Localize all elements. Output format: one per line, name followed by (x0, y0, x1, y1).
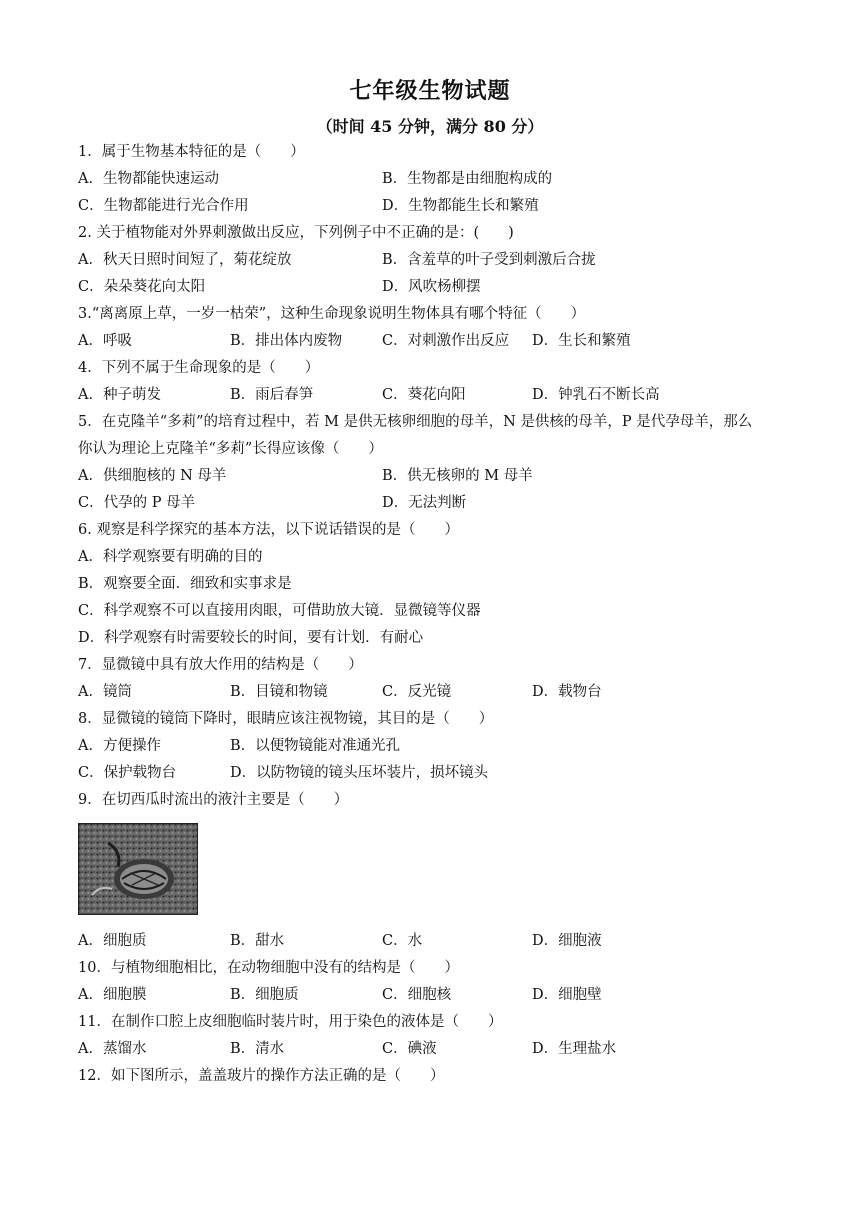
question-3-option-b: B．排出体内废物 (230, 333, 343, 349)
question-3-option-c: C．对刺激作出反应 (382, 333, 510, 349)
question-6-option-a: A．科学观察要有明确的目的 (78, 549, 263, 565)
page-title: 七年级生物试题 (349, 78, 511, 104)
question-3-option-d: D．生长和繁殖 (532, 333, 631, 349)
question-2-stem: 2. 关于植物能对外界刺激做出反应，下列例子中不正确的是：( ) (78, 225, 514, 241)
question-3-option-a: A．呼吸 (78, 333, 132, 349)
question-4-option-b: B．雨后春笋 (230, 387, 314, 403)
question-9-option-b: B．甜水 (230, 933, 285, 949)
question-10-option-a: A．细胞膜 (78, 987, 147, 1003)
question-12-stem: 12．如下图所示，盖盖玻片的操作方法正确的是（ ） (78, 1068, 445, 1084)
watermelon-photo (78, 823, 198, 915)
question-2-option-b: B．含羞草的叶子受到刺激后合拢 (382, 252, 596, 268)
question-9-option-d: D．细胞液 (532, 933, 602, 949)
question-2-option-a: A．秋天日照时间短了，菊花绽放 (78, 252, 292, 268)
question-2-option-c: C．朵朵葵花向太阳 (78, 279, 206, 295)
question-7-option-b: B．目镜和物镜 (230, 684, 328, 700)
question-5-option-b: B．供无核卵的 M 母羊 (382, 468, 533, 484)
question-1-option-a: A．生物都能快速运动 (78, 171, 219, 187)
question-3-stem: 3.“离离原上草，一岁一枯荣”，这种生命现象说明生物体具有哪个特征（ ） (78, 306, 586, 322)
page-subtitle: （时间 45 分钟，满分 80 分） (316, 117, 544, 136)
question-6-option-b: B．观察要全面．细致和实事求是 (78, 576, 292, 592)
question-6-option-c: C．科学观察不可以直接用肉眼，可借助放大镜．显微镜等仪器 (78, 603, 481, 619)
question-1-option-d: D．生物都能生长和繁殖 (382, 198, 539, 214)
question-8-option-a: A．方便操作 (78, 738, 161, 754)
question-9-stem: 9．在切西瓜时流出的液汁主要是（ ） (78, 792, 349, 808)
question-4-option-c: C．葵花向阳 (382, 387, 466, 403)
question-11-option-b: B．清水 (230, 1041, 285, 1057)
question-4-stem: 4．下列不属于生命现象的是（ ） (78, 360, 320, 376)
question-9-option-c: C．水 (382, 933, 423, 949)
question-1-option-b: B．生物都是由细胞构成的 (382, 171, 553, 187)
question-1-option-c: C．生物都能进行光合作用 (78, 198, 249, 214)
question-7-option-a: A．镜筒 (78, 684, 132, 700)
question-4-option-d: D．钟乳石不断长高 (532, 387, 660, 403)
question-10-option-b: B．细胞质 (230, 987, 299, 1003)
question-5-option-a: A．供细胞核的 N 母羊 (78, 468, 227, 484)
question-1-stem: 1．属于生物基本特征的是（ ） (78, 144, 305, 160)
question-7-option-c: C．反光镜 (382, 684, 452, 700)
question-8-stem: 8．显微镜的镜筒下降时，眼睛应该注视物镜，其目的是（ ） (78, 711, 494, 727)
question-8-option-d: D．以防物镜的镜头压坏装片，损坏镜头 (230, 765, 489, 781)
question-10-option-c: C．细胞核 (382, 987, 452, 1003)
question-9-option-a: A．细胞质 (78, 933, 147, 949)
question-5-stem-line-2: 你认为理论上克隆羊“多莉”长得应该像（ ） (78, 441, 383, 457)
question-11-option-c: C．碘液 (382, 1041, 437, 1057)
question-6-stem: 6. 观察是科学探究的基本方法，以下说话错误的是（ ） (78, 522, 459, 538)
question-8-option-c: C．保护载物台 (78, 765, 177, 781)
question-11-stem: 11．在制作口腔上皮细胞临时装片时，用于染色的液体是（ ） (78, 1014, 503, 1030)
question-5-option-d: D．无法判断 (382, 495, 467, 511)
question-10-option-d: D．细胞壁 (532, 987, 602, 1003)
question-7-stem: 7．显微镜中具有放大作用的结构是（ ） (78, 657, 363, 673)
question-7-option-d: D．载物台 (532, 684, 602, 700)
question-8-option-b: B．以便物镜能对准通光孔 (230, 738, 401, 754)
question-5-stem-line-1: 5．在克隆羊“多莉”的培育过程中，若 M 是供无核卵细胞的母羊，N 是供核的母羊，P 是代孕母羊，那么 (78, 414, 753, 430)
question-10-stem: 10．与植物细胞相比，在动物细胞中没有的结构是（ ） (78, 960, 459, 976)
question-5-option-c: C．代孕的 P 母羊 (78, 495, 196, 511)
question-6-option-d: D．科学观察有时需要较长的时间，要有计划．有耐心 (78, 630, 424, 646)
question-4-option-a: A．种子萌发 (78, 387, 161, 403)
question-2-option-d: D．风吹杨柳摆 (382, 279, 481, 295)
question-11-option-d: D．生理盐水 (532, 1041, 617, 1057)
question-11-option-a: A．蒸馏水 (78, 1041, 147, 1057)
